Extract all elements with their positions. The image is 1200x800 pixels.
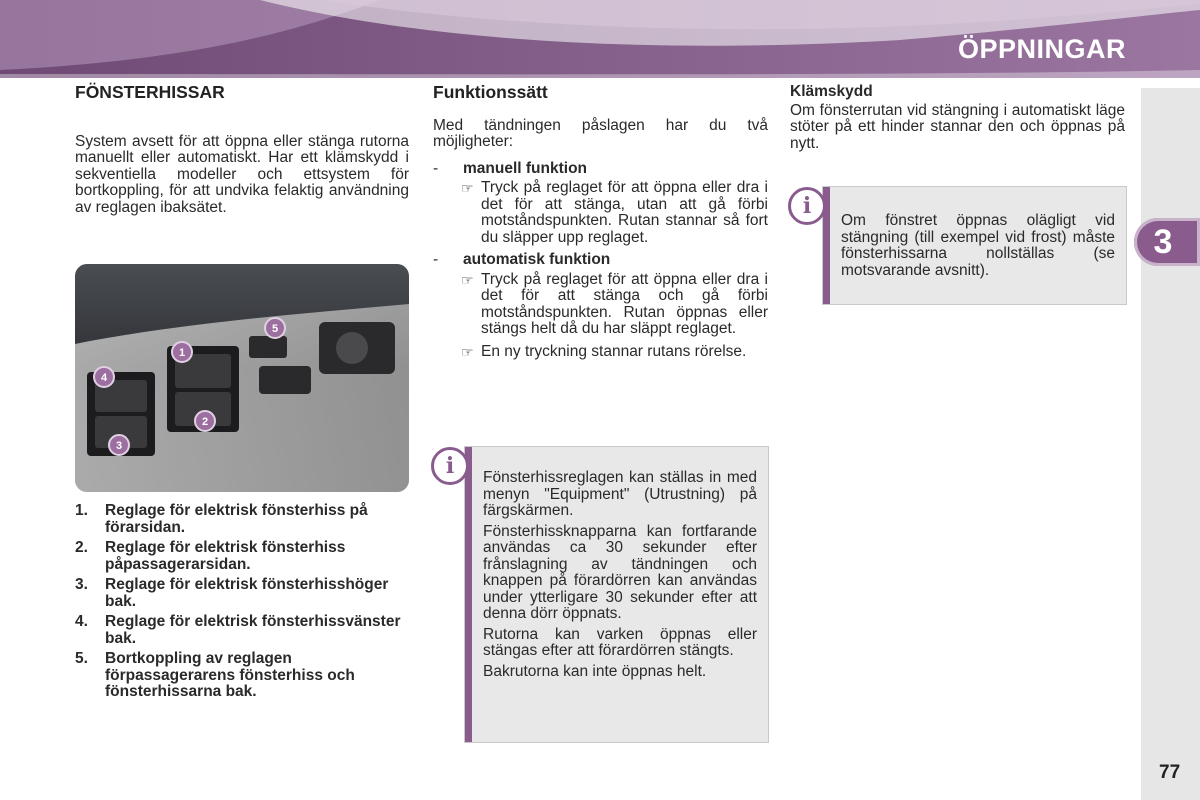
list-item	[75, 503, 410, 536]
list-item	[75, 614, 410, 647]
left-column	[75, 84, 409, 216]
middle-heading: Funktionssätt	[433, 82, 548, 102]
list-item	[75, 577, 410, 610]
manual-mode-title: manuell funktion	[463, 159, 587, 177]
list-item-number: 3.	[75, 576, 88, 593]
list-item-text: Reglage för elektrisk fönsterhissvänster bak.	[105, 613, 401, 647]
list-item-number: 2.	[75, 539, 88, 556]
info-paragraph: Rutorna kan varken öppnas eller stängas efter att förardörren stängts.	[483, 625, 757, 659]
side-strip	[1141, 88, 1200, 800]
manual-bullet	[433, 180, 768, 246]
info-paragraph: Fönsterhissknapparna kan fortfarande användas ca 30 sekunder efter frånslagning av tändningen och knappen på förardörren kan användas under ytterligare 30 sekunder efter att denna dörr öppnats.	[483, 522, 757, 622]
middle-column	[433, 84, 768, 360]
info-box-reset-text	[841, 213, 1115, 283]
callout-1: 1	[178, 347, 186, 359]
callout-4: 4	[100, 372, 108, 384]
right-text: Om fönsterrutan vid stängning i automatiskt läge stöter på ett hinder stannar den och öppnas på nytt.	[790, 101, 1125, 152]
list-item	[75, 651, 410, 701]
pointing-hand-icon: ☞	[461, 271, 474, 288]
info-paragraph: Bakrutorna kan inte öppnas helt.	[483, 662, 707, 680]
dash: -	[433, 251, 439, 268]
list-item-number: 4.	[75, 613, 88, 630]
control-list	[75, 503, 410, 705]
info-box-settings-text	[483, 470, 757, 684]
callout-5: 5	[271, 323, 279, 335]
info-paragraph: Fönsterhissreglagen kan ställas in med menyn "Equipment" (Utrustning) på färgskärmen.	[483, 469, 757, 519]
section-title: ÖPPNINGAR	[957, 34, 1126, 64]
list-item	[75, 540, 410, 573]
automatic-bullet	[433, 272, 768, 338]
left-heading: FÖNSTERHISSAR	[75, 82, 225, 102]
chapter-tab	[1134, 218, 1200, 266]
list-item-text: Bortkoppling av reglagen förpassagerarens fönsterhiss och fönsterhissarna bak.	[105, 650, 355, 700]
dash: -	[433, 159, 439, 177]
middle-intro: Med tändningen påslagen har du två möjligheter:	[433, 116, 768, 150]
right-heading: Klämskydd	[790, 83, 873, 100]
bullet-text: Tryck på reglaget för att öppna eller dra i det för att stänga, utan att gå förbi motståndspunkten. Rutan stannar så fort du släpper upp reglaget.	[481, 179, 768, 246]
automatic-bullet	[433, 344, 768, 361]
manual-mode-item	[433, 161, 768, 178]
bullet-text: En ny tryckning stannar rutans rörelse.	[481, 342, 747, 360]
pointing-hand-icon: ☞	[461, 343, 474, 360]
left-intro: System avsett för att öppna eller stänga rutorna manuellt eller automatiskt. Har ett klämskydd i sekventiella modeller och ettsystem för bortkoppling, för att undvika felaktig användning av reglagen ibaksätet.	[75, 132, 409, 216]
list-item-number: 1.	[75, 502, 88, 519]
list-item-number: 5.	[75, 650, 88, 667]
window-controls-photo	[75, 264, 409, 492]
list-item-text: Reglage för elektrisk fönsterhisshöger bak.	[105, 576, 389, 610]
right-column	[790, 84, 1125, 152]
info-icon: i	[788, 187, 826, 225]
info-icon: i	[431, 447, 469, 485]
automatic-mode-item	[433, 252, 768, 269]
chapter-number: 3	[1153, 223, 1173, 261]
info-box-accent-bar	[465, 447, 472, 742]
list-item-text: Reglage för elektrisk fönsterhiss på förarsidan.	[105, 502, 368, 536]
header-banner	[0, 0, 1200, 78]
callout-3: 3	[115, 440, 123, 452]
callout-2: 2	[201, 416, 209, 428]
page-number: 77	[1159, 762, 1181, 783]
pointing-hand-icon: ☞	[461, 180, 474, 196]
bullet-text: Tryck på reglaget för att öppna eller dra i det för att stänga och gå förbi motståndspunkten. Rutan öppnas eller stängs helt då du har släppt reglaget.	[481, 270, 768, 337]
info-paragraph: Om fönstret öppnas olägligt vid stängning (till exempel vid frost) måste fönsterhissarna nollställas (se motsvarande avsnitt).	[841, 212, 1115, 279]
automatic-mode-title: automatisk funktion	[463, 251, 611, 268]
list-item-text: Reglage för elektrisk fönsterhiss påpassagerarsidan.	[105, 539, 346, 573]
